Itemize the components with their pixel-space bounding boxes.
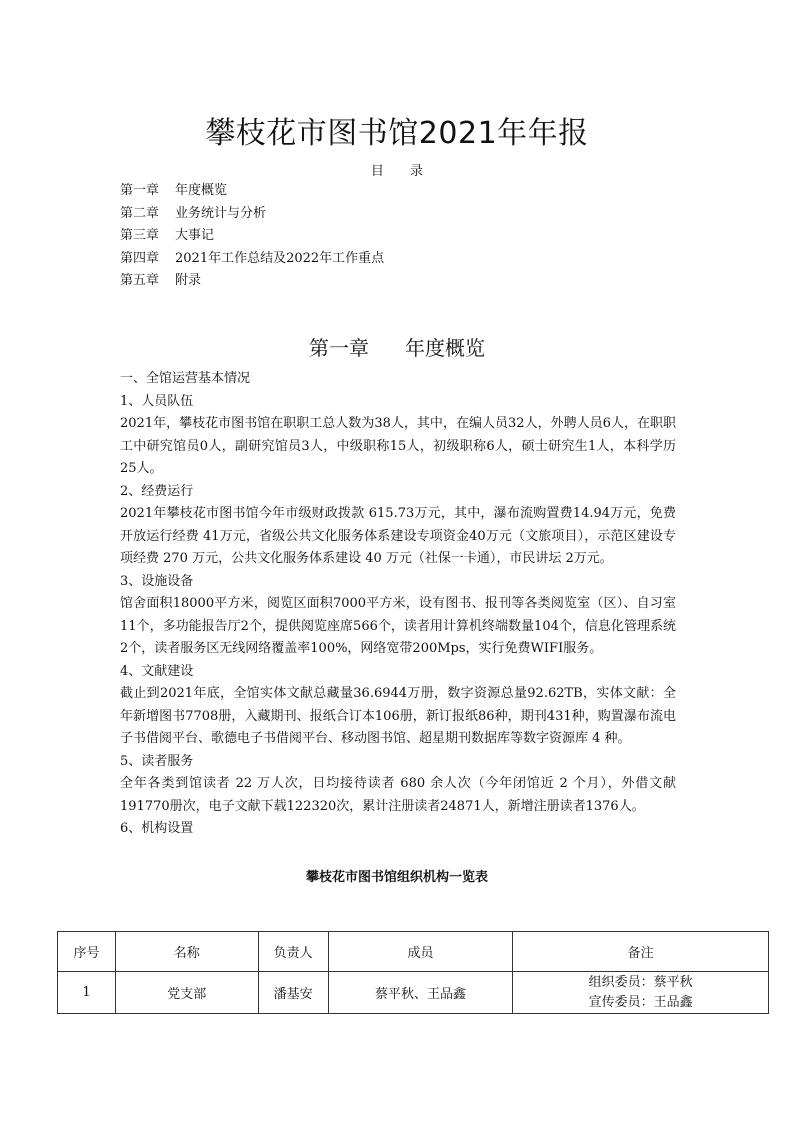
column-header: 序号 xyxy=(58,932,116,972)
table-row xyxy=(58,972,769,1014)
toc-item-number: 第一章 xyxy=(120,183,160,198)
subsection-heading: 1、人员队伍 xyxy=(120,393,194,409)
cell-leader: 潘基安 xyxy=(258,972,328,1014)
subsection-heading: 2、经费运行 xyxy=(120,483,194,499)
column-header: 负责人 xyxy=(258,932,328,972)
subsection-heading: 3、设施设备 xyxy=(120,573,194,589)
toc-item[interactable] xyxy=(120,225,384,248)
toc-item[interactable] xyxy=(120,203,384,226)
chapter-heading xyxy=(0,332,794,361)
toc-item-number: 第四章 xyxy=(120,250,160,266)
organization-table xyxy=(57,931,769,1014)
chapter-number: 第一章 xyxy=(309,336,369,360)
paragraph: 2021年攀枝花市图书馆今年市级财政拨款 615.73万元，其中，瀑布流购置费14.94万元，免费开放运行经费 41万元，省级公共文化服务体系建设专项资金40万元（文旅项目），示范区建设专项经费 270 万元，公共文化服务体系建设 40 万元（社保一卡通），市民讲坛 2万元。 xyxy=(120,506,676,566)
cell-members: 蔡平秋、王品鑫 xyxy=(328,972,513,1014)
column-header: 成员 xyxy=(328,932,513,972)
note-line: 组织委员：蔡平秋 xyxy=(588,974,693,990)
toc-item-label: 大事记 xyxy=(175,228,215,243)
subsection-heading: 4、文献建设 xyxy=(120,663,194,679)
paragraph: 馆舍面积18000平方米，阅览区面积7000平方米，设有图书、报刊等各类阅览室（区）、自习室11个，多功能报告厅2个，提供阅览座席566个，读者用计算机终端数量104个，信息化管理系统2个，读者服务区无线网络覆盖率100%，网络宽带200Mps，实行免费WIFI服务。 xyxy=(120,596,676,656)
cell-no: 1 xyxy=(58,972,116,1014)
subsection-heading: 6、机构设置 xyxy=(120,821,194,836)
toc-item-number: 第二章 xyxy=(120,205,160,221)
toc-item-label: 年度概览 xyxy=(175,183,228,198)
table-of-contents xyxy=(120,180,384,293)
cell-note xyxy=(513,972,769,1014)
toc-item-number: 第三章 xyxy=(120,228,160,243)
column-header: 备注 xyxy=(513,932,769,972)
toc-item[interactable] xyxy=(120,248,384,271)
toc-item-label: 附录 xyxy=(175,273,202,288)
cell-name: 党支部 xyxy=(115,972,258,1014)
section-heading: 一、全馆运营基本情况 xyxy=(120,371,251,386)
toc-item-number: 第五章 xyxy=(120,273,160,288)
toc-item[interactable] xyxy=(120,180,384,203)
document-title: 攀枝花市图书馆2021年年报 xyxy=(205,116,589,151)
toc-item-label: 2021年工作总结及2022年工作重点 xyxy=(175,250,385,266)
toc-item[interactable] xyxy=(120,270,384,293)
note-line: 宣传委员：王品鑫 xyxy=(588,994,693,1010)
column-header: 名称 xyxy=(115,932,258,972)
paragraph: 全年各类到馆读者 22 万人次，日均接待读者 680 余人次（今年闭馆近 2 个月），外借文献191770册次，电子文献下载122320次，累计注册读者24871人，新增注册读者1376人。 xyxy=(120,776,676,814)
chapter-title: 年度概览 xyxy=(405,336,485,360)
toc-item-label: 业务统计与分析 xyxy=(175,205,267,221)
table-header-row xyxy=(58,932,769,972)
toc-heading: 目 录 xyxy=(370,164,424,179)
table-title: 攀枝花市图书馆组织机构一览表 xyxy=(305,870,488,885)
subsection-heading: 5、读者服务 xyxy=(120,753,194,769)
paragraph: 2021年，攀枝花市图书馆在职职工总人数为38人，其中，在编人员32人，外聘人员6人，在职职工中研究馆员0人，副研究馆员3人，中级职称15人，初级职称6人，硕士研究生1人，本科学历25人。 xyxy=(120,416,676,476)
paragraph: 截止到2021年底，全馆实体文献总藏量36.6944万册，数字资源总量92.62TB，实体文献：全年新增图书7708册，入藏期刊、报纸合订本106册，新订报纸86种，期刊431种，购置瀑布流电子书借阅平台、歌德电子书借阅平台、移动图书馆、超星期刊数据库等数字资源库 4 种。 xyxy=(120,686,676,746)
chapter-body xyxy=(120,368,676,841)
